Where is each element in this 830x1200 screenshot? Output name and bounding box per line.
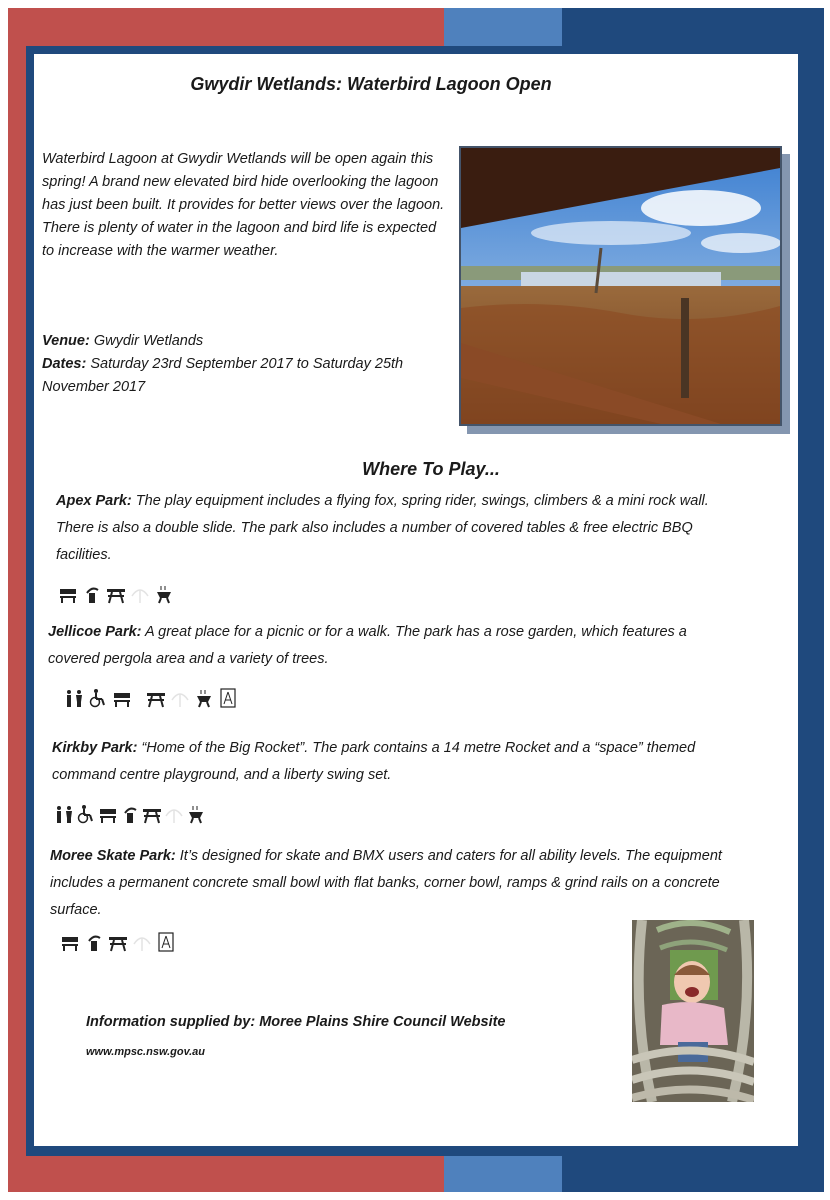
shade-icon xyxy=(130,584,150,604)
bbq-icon xyxy=(186,804,206,824)
frame-band-navy-bottom xyxy=(562,1152,824,1192)
child-playground-photo xyxy=(632,920,754,1102)
frame-band-blue-bottom xyxy=(444,1152,562,1192)
page-title: Gwydir Wetlands: Waterbird Lagoon Open xyxy=(190,74,552,94)
park-apex: Apex Park: The play equipment includes a flying fox, spring rider, swings, climbers & a mini rock wall. There is also a double slide. The park also includes a number of covered tables & free electric BBQ facilities. xyxy=(56,493,709,563)
park-kirkby-icons xyxy=(54,800,206,828)
park-apex-icons xyxy=(58,580,174,608)
frame-band-blue-top xyxy=(444,8,562,48)
credit-line: Information supplied by: Moree Plains Shire Council Website xyxy=(86,1014,506,1030)
where-to-play-heading: Where To Play... xyxy=(362,459,500,479)
bench-icon xyxy=(58,584,78,604)
frame-band-red-bottom xyxy=(8,1152,444,1192)
bench-icon xyxy=(60,932,80,952)
venue-line: Venue: Gwydir Wetlands xyxy=(42,333,204,349)
website-url: www.mpsc.nsw.gov.au xyxy=(86,1046,205,1058)
park-moree-skate: Moree Skate Park: It’s designed for skate and BMX users and caters for all ability levels. The equipment includes a permanent concrete small bowl with flat banks, corner bowl, ramps & grind rails on a concrete surface. xyxy=(50,848,722,918)
dates-line: Dates: Saturday 23rd September 2017 to Saturday 25th November 2017 xyxy=(42,356,404,395)
playground-icon xyxy=(218,688,238,708)
picnic-table-icon xyxy=(146,688,166,708)
picnic-table-icon xyxy=(106,584,126,604)
park-jellicoe: Jellicoe Park: A great place for a picnic or for a walk. The park has a rose garden, which features a covered pergola area and a variety of trees. xyxy=(48,624,687,667)
drinking-fountain-icon xyxy=(84,932,104,952)
frame-band-red-top xyxy=(8,8,444,48)
accessible-icon xyxy=(76,804,96,824)
drinking-fountain-icon xyxy=(82,584,102,604)
toilets-icon xyxy=(64,688,84,708)
event-details xyxy=(42,330,452,399)
shade-icon xyxy=(132,932,152,952)
bench-icon xyxy=(112,688,132,708)
shade-icon xyxy=(170,688,190,708)
bbq-icon xyxy=(154,584,174,604)
bench-icon xyxy=(98,804,118,824)
toilets-icon xyxy=(54,804,74,824)
lagoon-photo xyxy=(459,146,782,426)
bbq-icon xyxy=(194,688,214,708)
park-kirkby: Kirkby Park: “Home of the Big Rocket”. The park contains a 14 metre Rocket and a “space” themed command centre playground, and a liberty swing set. xyxy=(52,740,696,783)
drinking-fountain-icon xyxy=(120,804,140,824)
frame-band-navy-top xyxy=(562,8,824,48)
picnic-table-icon xyxy=(108,932,128,952)
park-jellicoe-icons xyxy=(64,684,238,712)
intro-paragraph: Waterbird Lagoon at Gwydir Wetlands will be open again this spring! A brand new elevated bird hide overlooking the lagoon has just been built. It provides for better views over the lagoon. There is plenty of water in the lagoon and bird life is expected to increase with the warmer weather. xyxy=(42,151,445,259)
park-moree-skate-icons xyxy=(60,928,176,956)
shade-icon xyxy=(164,804,184,824)
accessible-icon xyxy=(88,688,108,708)
flyer-page xyxy=(34,54,798,1146)
picnic-table-icon xyxy=(142,804,162,824)
playground-icon xyxy=(156,932,176,952)
